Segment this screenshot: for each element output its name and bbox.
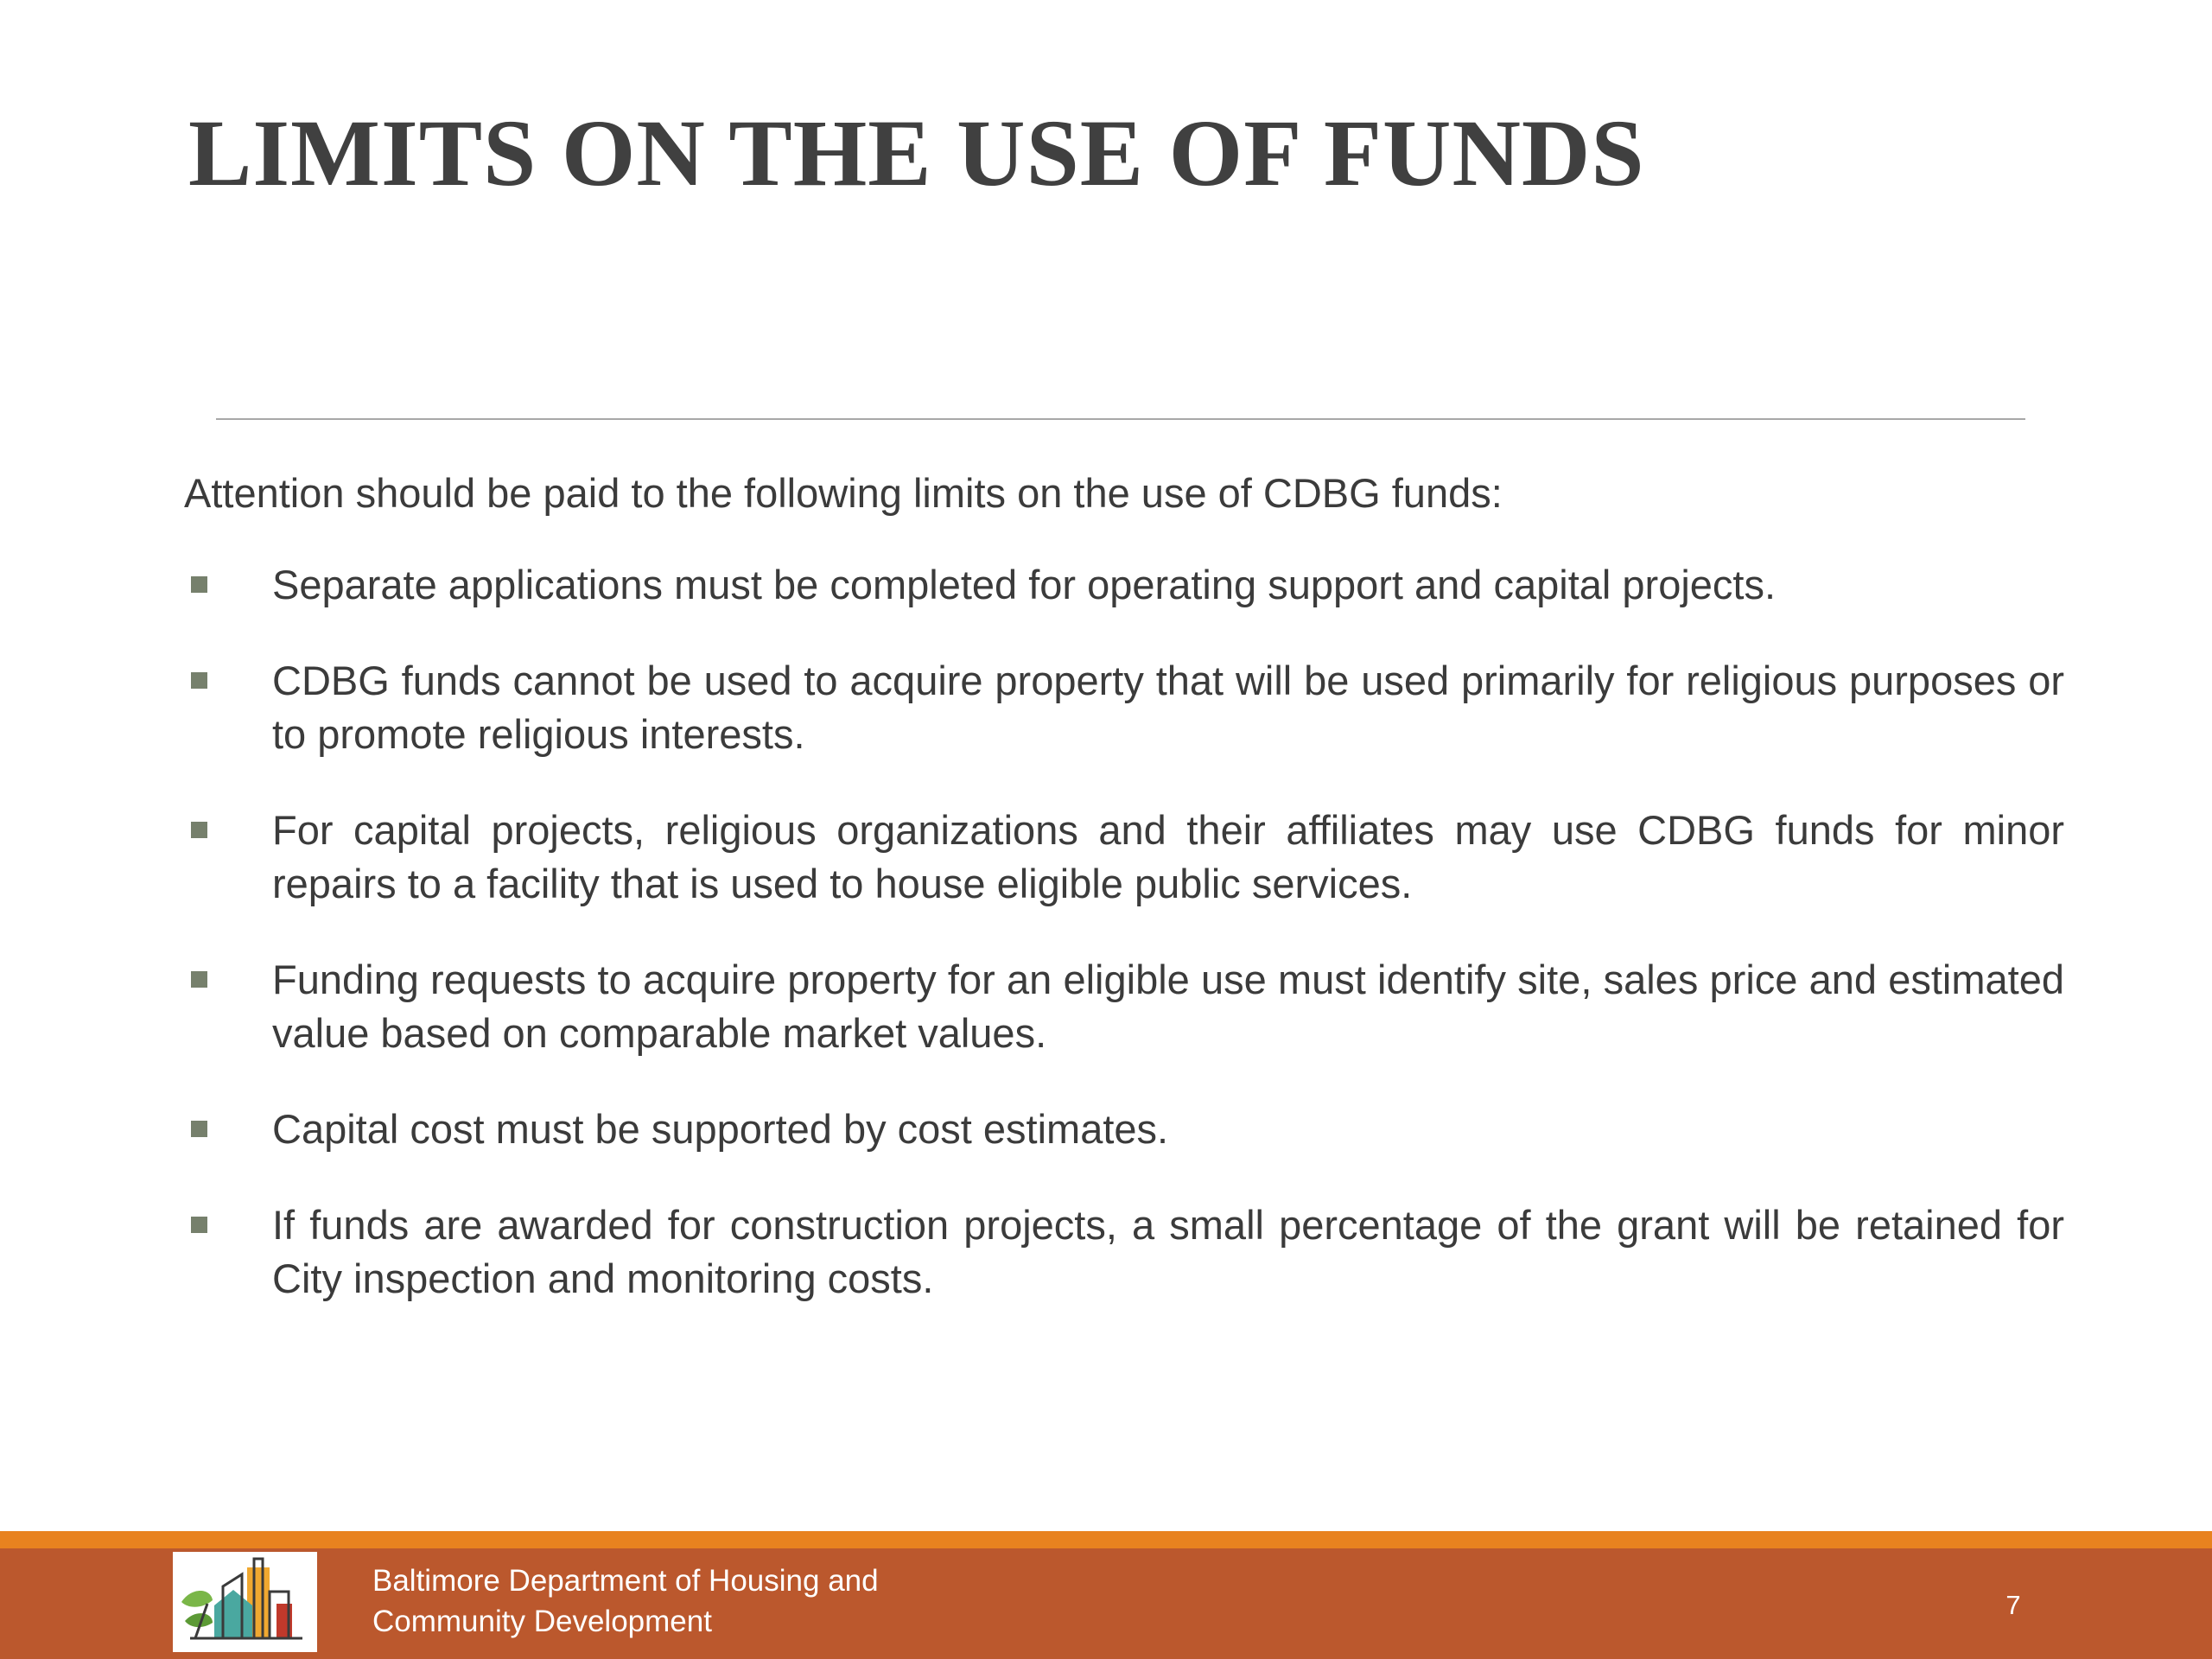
footer-organization (372, 1560, 1150, 1642)
bullet-text: Funding requests to acquire property for an eligible use must identify site, sales price and estimated value based on comparable market values. (272, 957, 2064, 1056)
square-bullet-icon (191, 971, 207, 988)
square-bullet-icon (191, 822, 207, 838)
bullet-text: For capital projects, religious organizations and their affiliates may use CDBG funds for minor repairs to a facility that is used to house eligible public services. (272, 807, 2064, 906)
bullet-item (184, 1103, 2064, 1156)
bullet-item (184, 953, 2064, 1060)
square-bullet-icon (191, 1217, 207, 1233)
bullet-item (184, 804, 2064, 911)
slide-title: LIMITS ON THE USE OF FUNDS (188, 100, 1645, 206)
intro-text: Attention should be paid to the following limits on the use of CDBG funds: (184, 470, 1503, 516)
bullet-text: Capital cost must be supported by cost estimates. (272, 1106, 1169, 1152)
square-bullet-icon (191, 672, 207, 689)
square-bullet-icon (191, 1121, 207, 1137)
housing-buildings-logo-icon (173, 1552, 317, 1652)
title-divider (216, 418, 2025, 420)
bullet-text: If funds are awarded for construction projects, a small percentage of the grant will be retained for City inspection and monitoring costs. (272, 1202, 2064, 1301)
footer-org-line2: Community Development (372, 1605, 712, 1638)
bullet-list (184, 558, 2064, 1306)
bullet-text: CDBG funds cannot be used to acquire property that will be used primarily for religious purposes or to promote religious interests. (272, 658, 2064, 757)
bullet-item (184, 654, 2064, 761)
footer-accent-stripe (0, 1531, 2212, 1548)
slide-content (184, 467, 2064, 1348)
bullet-text: Separate applications must be completed for operating support and capital projects. (272, 562, 1777, 607)
bullet-item (184, 558, 2064, 612)
page-number: 7 (2005, 1590, 2021, 1620)
square-bullet-icon (191, 576, 207, 593)
bullet-item (184, 1198, 2064, 1306)
footer-org-line1: Baltimore Department of Housing and (372, 1564, 879, 1598)
